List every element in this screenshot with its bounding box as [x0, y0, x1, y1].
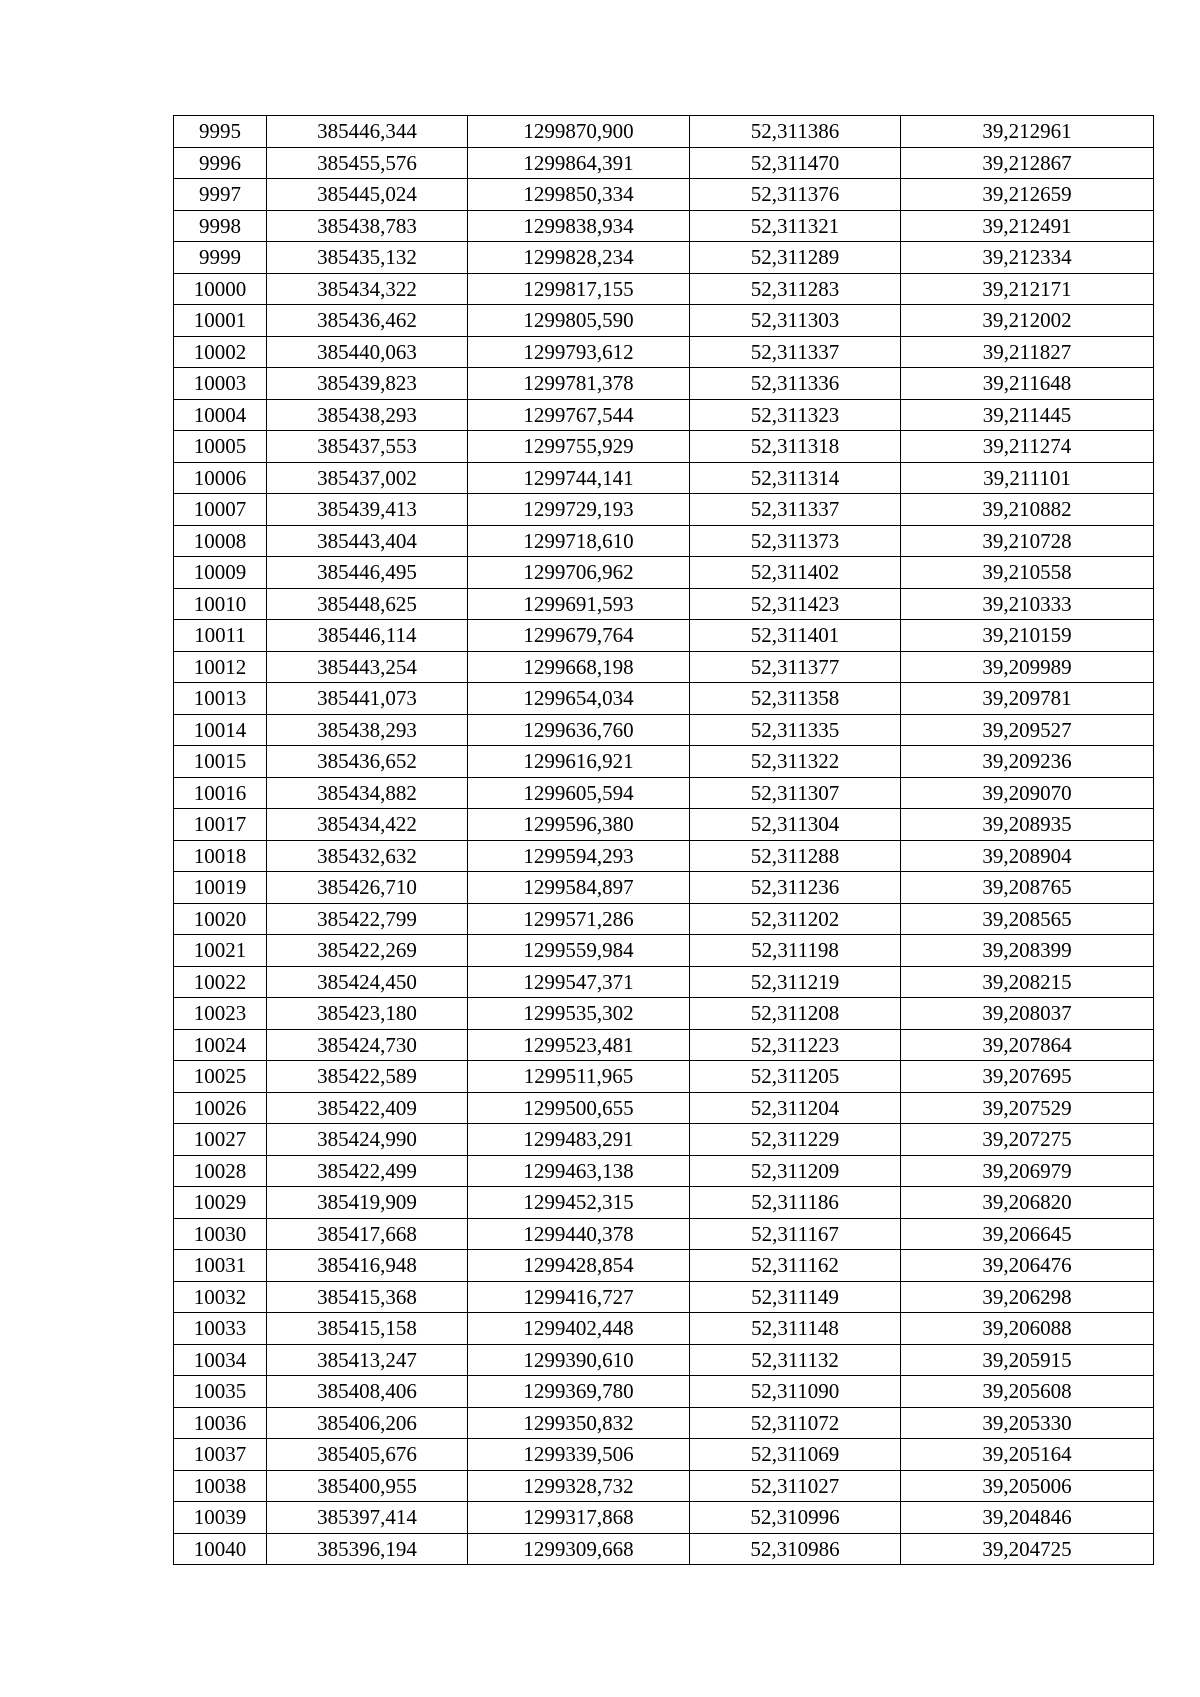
point-number-cell: 10035	[174, 1376, 267, 1408]
table-row	[174, 1218, 1154, 1250]
y-coordinate-cell: 1299390,610	[468, 1344, 690, 1376]
table-row	[174, 1344, 1154, 1376]
latitude-cell: 52,311321	[690, 210, 901, 242]
latitude-cell: 52,311090	[690, 1376, 901, 1408]
point-number-cell: 10037	[174, 1439, 267, 1471]
table-row	[174, 1092, 1154, 1124]
y-coordinate-cell: 1299767,544	[468, 399, 690, 431]
latitude-cell: 52,311402	[690, 557, 901, 589]
y-coordinate-cell: 1299428,854	[468, 1250, 690, 1282]
table-row	[174, 746, 1154, 778]
table-row	[174, 557, 1154, 589]
point-number-cell: 10031	[174, 1250, 267, 1282]
y-coordinate-cell: 1299605,594	[468, 777, 690, 809]
y-coordinate-cell: 1299616,921	[468, 746, 690, 778]
latitude-cell: 52,311314	[690, 462, 901, 494]
point-number-cell: 10009	[174, 557, 267, 589]
point-number-cell: 10010	[174, 588, 267, 620]
longitude-cell: 39,210333	[901, 588, 1154, 620]
x-coordinate-cell: 385438,293	[267, 714, 468, 746]
y-coordinate-cell: 1299317,868	[468, 1502, 690, 1534]
point-number-cell: 10029	[174, 1187, 267, 1219]
longitude-cell: 39,210558	[901, 557, 1154, 589]
latitude-cell: 52,311337	[690, 494, 901, 526]
point-number-cell: 10007	[174, 494, 267, 526]
latitude-cell: 52,311335	[690, 714, 901, 746]
x-coordinate-cell: 385443,254	[267, 651, 468, 683]
x-coordinate-cell: 385446,114	[267, 620, 468, 652]
longitude-cell: 39,204846	[901, 1502, 1154, 1534]
latitude-cell: 52,311236	[690, 872, 901, 904]
x-coordinate-cell: 385422,269	[267, 935, 468, 967]
point-number-cell: 10015	[174, 746, 267, 778]
y-coordinate-cell: 1299309,668	[468, 1533, 690, 1565]
point-number-cell: 10000	[174, 273, 267, 305]
longitude-cell: 39,208037	[901, 998, 1154, 1030]
point-number-cell: 10040	[174, 1533, 267, 1565]
table-row	[174, 399, 1154, 431]
latitude-cell: 52,310986	[690, 1533, 901, 1565]
y-coordinate-cell: 1299559,984	[468, 935, 690, 967]
latitude-cell: 52,310996	[690, 1502, 901, 1534]
table-row	[174, 966, 1154, 998]
point-number-cell: 10021	[174, 935, 267, 967]
x-coordinate-cell: 385406,206	[267, 1407, 468, 1439]
table-row	[174, 368, 1154, 400]
longitude-cell: 39,212961	[901, 116, 1154, 148]
x-coordinate-cell: 385419,909	[267, 1187, 468, 1219]
x-coordinate-cell: 385434,322	[267, 273, 468, 305]
latitude-cell: 52,311072	[690, 1407, 901, 1439]
latitude-cell: 52,311149	[690, 1281, 901, 1313]
y-coordinate-cell: 1299350,832	[468, 1407, 690, 1439]
y-coordinate-cell: 1299838,934	[468, 210, 690, 242]
longitude-cell: 39,211101	[901, 462, 1154, 494]
longitude-cell: 39,212491	[901, 210, 1154, 242]
x-coordinate-cell: 385422,799	[267, 903, 468, 935]
point-number-cell: 10001	[174, 305, 267, 337]
point-number-cell: 10014	[174, 714, 267, 746]
y-coordinate-cell: 1299654,034	[468, 683, 690, 715]
table-row	[174, 1376, 1154, 1408]
latitude-cell: 52,311205	[690, 1061, 901, 1093]
y-coordinate-cell: 1299463,138	[468, 1155, 690, 1187]
latitude-cell: 52,311376	[690, 179, 901, 211]
latitude-cell: 52,311336	[690, 368, 901, 400]
longitude-cell: 39,211648	[901, 368, 1154, 400]
x-coordinate-cell: 385443,404	[267, 525, 468, 557]
point-number-cell: 9995	[174, 116, 267, 148]
y-coordinate-cell: 1299535,302	[468, 998, 690, 1030]
y-coordinate-cell: 1299452,315	[468, 1187, 690, 1219]
longitude-cell: 39,212659	[901, 179, 1154, 211]
table-row	[174, 1439, 1154, 1471]
latitude-cell: 52,311069	[690, 1439, 901, 1471]
latitude-cell: 52,311318	[690, 431, 901, 463]
table-row	[174, 620, 1154, 652]
longitude-cell: 39,211445	[901, 399, 1154, 431]
point-number-cell: 10005	[174, 431, 267, 463]
table-row	[174, 777, 1154, 809]
longitude-cell: 39,212334	[901, 242, 1154, 274]
table-row	[174, 872, 1154, 904]
point-number-cell: 10020	[174, 903, 267, 935]
latitude-cell: 52,311223	[690, 1029, 901, 1061]
point-number-cell: 10024	[174, 1029, 267, 1061]
table-row	[174, 1281, 1154, 1313]
table-row	[174, 714, 1154, 746]
latitude-cell: 52,311229	[690, 1124, 901, 1156]
x-coordinate-cell: 385397,414	[267, 1502, 468, 1534]
y-coordinate-cell: 1299828,234	[468, 242, 690, 274]
x-coordinate-cell: 385415,158	[267, 1313, 468, 1345]
latitude-cell: 52,311167	[690, 1218, 901, 1250]
y-coordinate-cell: 1299500,655	[468, 1092, 690, 1124]
x-coordinate-cell: 385423,180	[267, 998, 468, 1030]
table-row	[174, 651, 1154, 683]
point-number-cell: 9998	[174, 210, 267, 242]
y-coordinate-cell: 1299416,727	[468, 1281, 690, 1313]
table-row	[174, 1124, 1154, 1156]
y-coordinate-cell: 1299328,732	[468, 1470, 690, 1502]
longitude-cell: 39,209236	[901, 746, 1154, 778]
table-row	[174, 809, 1154, 841]
x-coordinate-cell: 385424,990	[267, 1124, 468, 1156]
y-coordinate-cell: 1299440,378	[468, 1218, 690, 1250]
latitude-cell: 52,311373	[690, 525, 901, 557]
y-coordinate-cell: 1299781,378	[468, 368, 690, 400]
point-number-cell: 10026	[174, 1092, 267, 1124]
latitude-cell: 52,311198	[690, 935, 901, 967]
latitude-cell: 52,311289	[690, 242, 901, 274]
y-coordinate-cell: 1299870,900	[468, 116, 690, 148]
table-row	[174, 116, 1154, 148]
point-number-cell: 10002	[174, 336, 267, 368]
y-coordinate-cell: 1299594,293	[468, 840, 690, 872]
table-row	[174, 683, 1154, 715]
table-row	[174, 210, 1154, 242]
coordinates-table-body	[174, 116, 1154, 1565]
point-number-cell: 10027	[174, 1124, 267, 1156]
y-coordinate-cell: 1299706,962	[468, 557, 690, 589]
latitude-cell: 52,311307	[690, 777, 901, 809]
latitude-cell: 52,311337	[690, 336, 901, 368]
x-coordinate-cell: 385439,823	[267, 368, 468, 400]
table-row	[174, 1502, 1154, 1534]
point-number-cell: 10004	[174, 399, 267, 431]
longitude-cell: 39,205006	[901, 1470, 1154, 1502]
table-row	[174, 305, 1154, 337]
x-coordinate-cell: 385416,948	[267, 1250, 468, 1282]
latitude-cell: 52,311386	[690, 116, 901, 148]
latitude-cell: 52,311423	[690, 588, 901, 620]
latitude-cell: 52,311162	[690, 1250, 901, 1282]
x-coordinate-cell: 385455,576	[267, 147, 468, 179]
table-row	[174, 494, 1154, 526]
y-coordinate-cell: 1299850,334	[468, 179, 690, 211]
x-coordinate-cell: 385400,955	[267, 1470, 468, 1502]
x-coordinate-cell: 385422,409	[267, 1092, 468, 1124]
longitude-cell: 39,205164	[901, 1439, 1154, 1471]
table-row	[174, 1029, 1154, 1061]
longitude-cell: 39,206820	[901, 1187, 1154, 1219]
table-row	[174, 273, 1154, 305]
point-number-cell: 10016	[174, 777, 267, 809]
y-coordinate-cell: 1299864,391	[468, 147, 690, 179]
y-coordinate-cell: 1299729,193	[468, 494, 690, 526]
x-coordinate-cell: 385446,495	[267, 557, 468, 589]
longitude-cell: 39,207864	[901, 1029, 1154, 1061]
table-row	[174, 1155, 1154, 1187]
x-coordinate-cell: 385439,413	[267, 494, 468, 526]
table-row	[174, 1313, 1154, 1345]
x-coordinate-cell: 385424,450	[267, 966, 468, 998]
longitude-cell: 39,208399	[901, 935, 1154, 967]
table-row	[174, 588, 1154, 620]
table-row	[174, 1250, 1154, 1282]
longitude-cell: 39,209989	[901, 651, 1154, 683]
y-coordinate-cell: 1299817,155	[468, 273, 690, 305]
point-number-cell: 10013	[174, 683, 267, 715]
longitude-cell: 39,210728	[901, 525, 1154, 557]
x-coordinate-cell: 385434,422	[267, 809, 468, 841]
x-coordinate-cell: 385426,710	[267, 872, 468, 904]
latitude-cell: 52,311288	[690, 840, 901, 872]
point-number-cell: 10022	[174, 966, 267, 998]
x-coordinate-cell: 385436,652	[267, 746, 468, 778]
longitude-cell: 39,206476	[901, 1250, 1154, 1282]
x-coordinate-cell: 385415,368	[267, 1281, 468, 1313]
longitude-cell: 39,205330	[901, 1407, 1154, 1439]
y-coordinate-cell: 1299755,929	[468, 431, 690, 463]
x-coordinate-cell: 385438,293	[267, 399, 468, 431]
longitude-cell: 39,206088	[901, 1313, 1154, 1345]
longitude-cell: 39,205608	[901, 1376, 1154, 1408]
y-coordinate-cell: 1299483,291	[468, 1124, 690, 1156]
y-coordinate-cell: 1299511,965	[468, 1061, 690, 1093]
table-row	[174, 179, 1154, 211]
y-coordinate-cell: 1299793,612	[468, 336, 690, 368]
latitude-cell: 52,311401	[690, 620, 901, 652]
x-coordinate-cell: 385432,632	[267, 840, 468, 872]
table-row	[174, 998, 1154, 1030]
x-coordinate-cell: 385445,024	[267, 179, 468, 211]
latitude-cell: 52,311132	[690, 1344, 901, 1376]
point-number-cell: 9996	[174, 147, 267, 179]
latitude-cell: 52,311027	[690, 1470, 901, 1502]
y-coordinate-cell: 1299596,380	[468, 809, 690, 841]
table-row	[174, 1470, 1154, 1502]
x-coordinate-cell: 385434,882	[267, 777, 468, 809]
latitude-cell: 52,311303	[690, 305, 901, 337]
y-coordinate-cell: 1299744,141	[468, 462, 690, 494]
longitude-cell: 39,207695	[901, 1061, 1154, 1093]
point-number-cell: 10034	[174, 1344, 267, 1376]
x-coordinate-cell: 385424,730	[267, 1029, 468, 1061]
point-number-cell: 9997	[174, 179, 267, 211]
y-coordinate-cell: 1299679,764	[468, 620, 690, 652]
point-number-cell: 10038	[174, 1470, 267, 1502]
x-coordinate-cell: 385436,462	[267, 305, 468, 337]
latitude-cell: 52,311323	[690, 399, 901, 431]
table-row	[174, 242, 1154, 274]
y-coordinate-cell: 1299691,593	[468, 588, 690, 620]
x-coordinate-cell: 385437,002	[267, 462, 468, 494]
latitude-cell: 52,311470	[690, 147, 901, 179]
y-coordinate-cell: 1299584,897	[468, 872, 690, 904]
x-coordinate-cell: 385448,625	[267, 588, 468, 620]
y-coordinate-cell: 1299339,506	[468, 1439, 690, 1471]
table-row	[174, 462, 1154, 494]
longitude-cell: 39,209070	[901, 777, 1154, 809]
table-row	[174, 903, 1154, 935]
point-number-cell: 10036	[174, 1407, 267, 1439]
y-coordinate-cell: 1299402,448	[468, 1313, 690, 1345]
x-coordinate-cell: 385438,783	[267, 210, 468, 242]
table-row	[174, 525, 1154, 557]
longitude-cell: 39,212867	[901, 147, 1154, 179]
latitude-cell: 52,311208	[690, 998, 901, 1030]
longitude-cell: 39,207529	[901, 1092, 1154, 1124]
point-number-cell: 10017	[174, 809, 267, 841]
latitude-cell: 52,311304	[690, 809, 901, 841]
table-row	[174, 1187, 1154, 1219]
x-coordinate-cell: 385408,406	[267, 1376, 468, 1408]
longitude-cell: 39,209527	[901, 714, 1154, 746]
point-number-cell: 10003	[174, 368, 267, 400]
longitude-cell: 39,208904	[901, 840, 1154, 872]
point-number-cell: 10006	[174, 462, 267, 494]
longitude-cell: 39,208565	[901, 903, 1154, 935]
y-coordinate-cell: 1299636,760	[468, 714, 690, 746]
table-row	[174, 147, 1154, 179]
longitude-cell: 39,208765	[901, 872, 1154, 904]
table-row	[174, 1061, 1154, 1093]
latitude-cell: 52,311283	[690, 273, 901, 305]
point-number-cell: 10025	[174, 1061, 267, 1093]
table-row	[174, 336, 1154, 368]
y-coordinate-cell: 1299805,590	[468, 305, 690, 337]
longitude-cell: 39,207275	[901, 1124, 1154, 1156]
latitude-cell: 52,311322	[690, 746, 901, 778]
y-coordinate-cell: 1299571,286	[468, 903, 690, 935]
point-number-cell: 10012	[174, 651, 267, 683]
longitude-cell: 39,212171	[901, 273, 1154, 305]
x-coordinate-cell: 385435,132	[267, 242, 468, 274]
point-number-cell: 10030	[174, 1218, 267, 1250]
longitude-cell: 39,206298	[901, 1281, 1154, 1313]
y-coordinate-cell: 1299523,481	[468, 1029, 690, 1061]
longitude-cell: 39,211827	[901, 336, 1154, 368]
longitude-cell: 39,210882	[901, 494, 1154, 526]
point-number-cell: 10008	[174, 525, 267, 557]
latitude-cell: 52,311219	[690, 966, 901, 998]
point-number-cell: 10028	[174, 1155, 267, 1187]
x-coordinate-cell: 385422,499	[267, 1155, 468, 1187]
point-number-cell: 10032	[174, 1281, 267, 1313]
x-coordinate-cell: 385422,589	[267, 1061, 468, 1093]
point-number-cell: 9999	[174, 242, 267, 274]
table-row	[174, 1407, 1154, 1439]
latitude-cell: 52,311358	[690, 683, 901, 715]
y-coordinate-cell: 1299668,198	[468, 651, 690, 683]
coordinates-table	[173, 115, 1154, 1565]
latitude-cell: 52,311209	[690, 1155, 901, 1187]
x-coordinate-cell: 385440,063	[267, 336, 468, 368]
x-coordinate-cell: 385405,676	[267, 1439, 468, 1471]
latitude-cell: 52,311377	[690, 651, 901, 683]
point-number-cell: 10019	[174, 872, 267, 904]
longitude-cell: 39,208215	[901, 966, 1154, 998]
longitude-cell: 39,212002	[901, 305, 1154, 337]
point-number-cell: 10033	[174, 1313, 267, 1345]
table-row	[174, 431, 1154, 463]
longitude-cell: 39,208935	[901, 809, 1154, 841]
x-coordinate-cell: 385413,247	[267, 1344, 468, 1376]
point-number-cell: 10018	[174, 840, 267, 872]
table-row	[174, 840, 1154, 872]
x-coordinate-cell: 385396,194	[267, 1533, 468, 1565]
x-coordinate-cell: 385441,073	[267, 683, 468, 715]
point-number-cell: 10023	[174, 998, 267, 1030]
latitude-cell: 52,311202	[690, 903, 901, 935]
longitude-cell: 39,206645	[901, 1218, 1154, 1250]
point-number-cell: 10011	[174, 620, 267, 652]
x-coordinate-cell: 385437,553	[267, 431, 468, 463]
longitude-cell: 39,205915	[901, 1344, 1154, 1376]
x-coordinate-cell: 385417,668	[267, 1218, 468, 1250]
longitude-cell: 39,206979	[901, 1155, 1154, 1187]
y-coordinate-cell: 1299547,371	[468, 966, 690, 998]
table-row	[174, 1533, 1154, 1565]
longitude-cell: 39,209781	[901, 683, 1154, 715]
latitude-cell: 52,311204	[690, 1092, 901, 1124]
point-number-cell: 10039	[174, 1502, 267, 1534]
longitude-cell: 39,211274	[901, 431, 1154, 463]
latitude-cell: 52,311186	[690, 1187, 901, 1219]
latitude-cell: 52,311148	[690, 1313, 901, 1345]
y-coordinate-cell: 1299369,780	[468, 1376, 690, 1408]
x-coordinate-cell: 385446,344	[267, 116, 468, 148]
longitude-cell: 39,210159	[901, 620, 1154, 652]
longitude-cell: 39,204725	[901, 1533, 1154, 1565]
table-row	[174, 935, 1154, 967]
y-coordinate-cell: 1299718,610	[468, 525, 690, 557]
